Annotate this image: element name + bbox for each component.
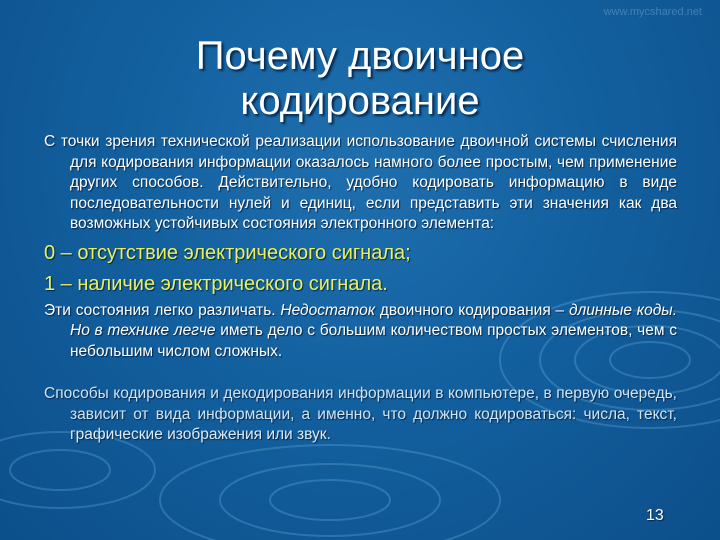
slide-body xyxy=(44,132,677,446)
paragraph-disadvantage xyxy=(44,301,677,363)
title-line-1: Почему двоичное xyxy=(195,34,525,78)
paragraph2-text-3: иметь дело с большим количеством простых элементов, чем с небольшим числом сложных. xyxy=(70,322,677,360)
slide-title xyxy=(0,34,720,124)
page-number: 13 xyxy=(646,507,664,524)
watermark-text: www.mycshared.net xyxy=(603,6,702,18)
paragraph2-text-2: двоичного кодирования – xyxy=(375,301,569,319)
line-zero-no-signal: 0 – отсутствие электрического сигнала; xyxy=(44,241,411,264)
paragraph2-italic-2: длинные коды. Но в технике легче xyxy=(70,301,677,339)
paragraph2-text-1: Эти состояния легко различать. xyxy=(44,301,281,319)
paragraph3-accent: графические изображения или звук xyxy=(70,426,327,443)
paragraph-binary-intro: С точки зрения технической реализации использование двоичной системы счисления для кодирования информации оказалось намного более простым, чем применение других способов. Действительно, удобно кодировать информацию в виде последовательности нулей и единиц, если представить эти значения как два возможных устойчивых состояния электронного элемента: xyxy=(44,133,677,232)
paragraph3-text-2: . xyxy=(326,426,331,443)
paragraph3-text-1: Способы кодирования и декодирования информации в компьютере, в первую очередь, зависит от вида информации, а именно, что должно кодироваться: числа, текст, xyxy=(44,385,677,423)
line-one-signal: 1 – наличие электрического сигнала. xyxy=(44,272,388,295)
paragraph-coding-methods xyxy=(44,384,677,446)
paragraph2-italic-1: Недостаток xyxy=(280,301,376,319)
title-line-2: кодирование xyxy=(240,79,480,123)
